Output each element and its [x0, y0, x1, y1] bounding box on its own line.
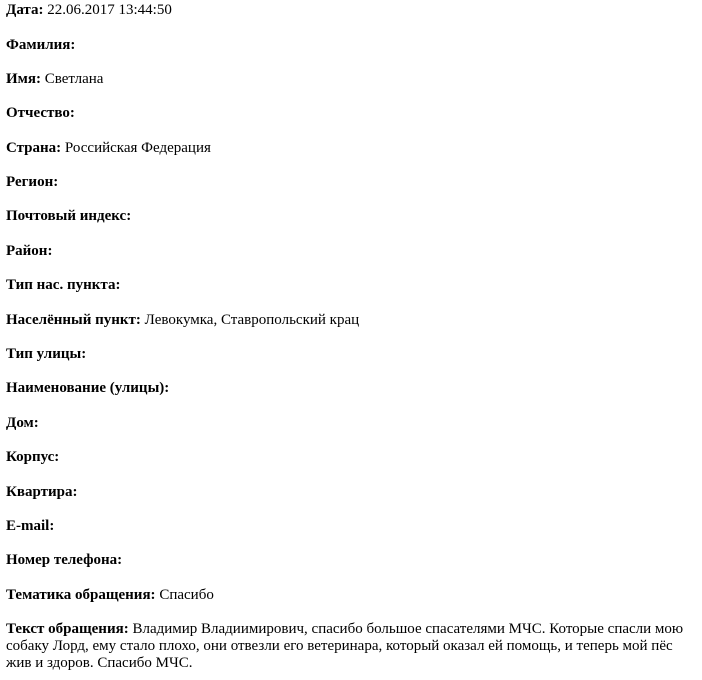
field-phone	[6, 552, 696, 569]
field-label: Регион:	[6, 174, 59, 190]
field-first-name	[6, 71, 696, 88]
field-street-type	[6, 346, 696, 363]
field-topic	[6, 587, 696, 604]
field-label: Корпус:	[6, 449, 60, 465]
field-label: Тематика обращения:	[6, 587, 156, 603]
field-locality	[6, 312, 696, 329]
field-patronymic	[6, 105, 696, 122]
field-label: Тип нас. пункта:	[6, 277, 121, 293]
field-value: Левокумка, Ставропольский крац	[144, 312, 360, 328]
field-value: Владимир Владиимирович, спасибо большое спасателями МЧС. Которые спасли мою собаку Лорд, ему стало плохо, они отвезли его ветеринара, который оказал ей помощь, и теперь мой пёс жив и здоров. Спасибо МЧС.	[6, 621, 684, 671]
field-district	[6, 243, 696, 260]
field-label: Фамилия:	[6, 37, 76, 53]
field-label: Страна:	[6, 140, 62, 156]
field-country	[6, 140, 696, 157]
field-label: Населённый пункт:	[6, 312, 141, 328]
field-label: Почтовый индекс:	[6, 208, 132, 224]
field-label: Текст обращения:	[6, 621, 129, 637]
field-label: Тип улицы:	[6, 346, 87, 362]
field-label: Район:	[6, 243, 53, 259]
field-value: Светлана	[44, 71, 104, 87]
field-value: Спасибо	[159, 587, 214, 603]
field-locality-type	[6, 277, 696, 294]
field-region	[6, 174, 696, 191]
field-label: Отчество:	[6, 105, 75, 121]
field-house	[6, 415, 696, 432]
field-email	[6, 518, 696, 535]
field-message	[6, 621, 696, 672]
field-value: Российская Федерация	[64, 140, 211, 156]
field-surname	[6, 37, 696, 54]
field-label: Наименование (улицы):	[6, 380, 170, 396]
field-label: Имя:	[6, 71, 41, 87]
field-date	[6, 2, 696, 19]
field-postal-code	[6, 208, 696, 225]
field-apartment	[6, 484, 696, 501]
field-label: Номер телефона:	[6, 552, 123, 568]
field-street-name	[6, 380, 696, 397]
field-label: Дата:	[6, 2, 44, 18]
field-label: Квартира:	[6, 484, 78, 500]
field-value: 22.06.2017 13:44:50	[47, 2, 172, 18]
field-label: E-mail:	[6, 518, 55, 534]
field-label: Дом:	[6, 415, 39, 431]
field-building	[6, 449, 696, 466]
